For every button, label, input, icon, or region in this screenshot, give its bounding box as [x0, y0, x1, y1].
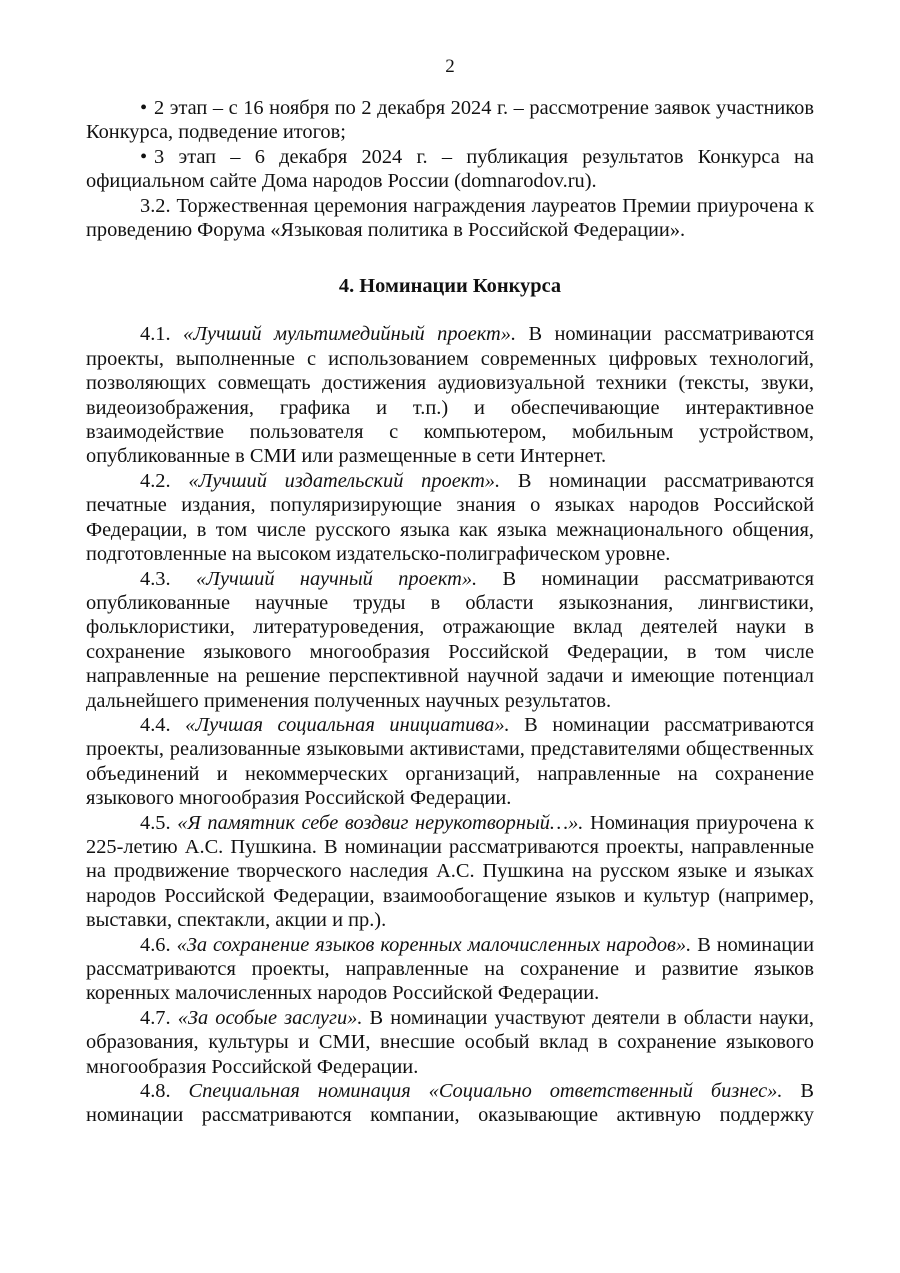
stage-text: 2 этап – с 16 ноября по 2 декабря 2024 г. – рассмотрение заявок участников Конкурса, подведение итогов; — [86, 97, 814, 144]
nomination-text: В номинации рассматриваются опубликованные научные труды в области языкознания, лингвистики, фольклористики, литературоведения, отражающие вклад деятелей науки в сохранение языкового многообразия Российской Федерации, в том числе направленные на решение перспективной научной задачи и имеющие потенциал дальнейшего применения полученных научных результатов. — [86, 567, 814, 712]
nomination-text: В номинации участвуют деятели в области науки, образования, культуры и СМИ, внесшие особый вклад в сохранение языкового многообразия Российской Федерации. — [86, 1006, 814, 1078]
nomination-title: «За особые заслуги». — [177, 1006, 363, 1029]
nomination-number: 4.5. — [140, 811, 171, 834]
nomination-item — [86, 811, 814, 933]
clause-text: Торжественная церемония награждения лауреатов Премии приурочена к проведению Форума «Языковая политика в Российской Федерации». — [86, 194, 814, 242]
nomination-text: В номинации рассматриваются проекты, направленные на сохранение и развитие языков коренных малочисленных народов Российской Федерации. — [86, 933, 814, 1005]
page-number: 2 — [445, 56, 455, 77]
nomination-item — [86, 933, 814, 1006]
nomination-number: 4.1. — [140, 323, 171, 346]
nomination-number: 4.6. — [140, 933, 171, 956]
nomination-item — [86, 469, 814, 567]
nomination-title: Специальная номинация «Социально ответственный бизнес». — [188, 1080, 783, 1103]
bullet-icon: • — [140, 97, 148, 119]
nomination-title: «Лучшая социальная инициатива». — [185, 713, 510, 736]
nomination-item — [86, 1079, 814, 1128]
nomination-text: В номинации рассматриваются проекты, реализованные языковыми активистами, представителями общественных объединений и некоммерческих организаций, направленные на сохранение языкового многообразия Российской Федерации. — [86, 713, 814, 810]
nomination-title: «Лучший издательский проект». — [188, 469, 501, 492]
nomination-number: 4.7. — [140, 1006, 171, 1029]
stage-item — [86, 96, 814, 145]
clause-number: 3.2. — [140, 194, 171, 217]
nomination-item — [86, 322, 814, 468]
nomination-item — [86, 1006, 814, 1079]
nomination-title: «Лучший научный проект». — [195, 567, 478, 590]
nomination-text: В номинации рассматриваются проекты, выполненные с использованием современных цифровых технологий, позволяющих совмещать достижения аудиовизуальной техники (тексты, звуки, видеоизображения, графика и т.п.) и обеспечивающие интерактивное взаимодействие пользователя с компьютером, мобильным устройством, опубликованные в СМИ или размещенные в сети Интернет. — [86, 323, 814, 468]
nomination-text: Номинация приурочена к 225-летию А.С. Пушкина. В номинации рассматриваются проекты, направленные на продвижение творческого наследия А.С. Пушкина на русском языке и языках народов Российской Федерации, взаимообогащение языков и культур (например, выставки, спектакли, акции и пр.). — [86, 811, 814, 932]
bullet-icon: • — [140, 145, 148, 168]
nomination-title: «Лучший мультимедийный проект». — [183, 323, 517, 346]
nomination-number: 4.4. — [140, 713, 171, 736]
stage-item — [86, 145, 814, 194]
nomination-text: В номинации рассматриваются компании, оказывающие активную поддержку — [86, 1080, 814, 1127]
nomination-number: 4.2. — [140, 469, 171, 492]
nomination-number: 4.3. — [140, 567, 171, 590]
section-heading: 4. Номинации Конкурса — [338, 275, 562, 298]
nomination-title: «За сохранение языков коренных малочисленных народов». — [176, 933, 692, 956]
nomination-item — [86, 567, 814, 713]
nomination-number: 4.8. — [140, 1080, 171, 1103]
nomination-item — [86, 713, 814, 811]
clause-3-2 — [86, 194, 814, 243]
document-body — [86, 96, 814, 1128]
nomination-text: В номинации рассматриваются печатные издания, популяризирующие знания о языках народов Российской Федерации, в том числе русского языка как языка межнационального общения, подготовленные на высоком издательско-полиграфическом уровне. — [86, 469, 814, 566]
nomination-title: «Я памятник себе воздвиг нерукотворный…». — [177, 811, 584, 834]
stage-text: 3 этап – 6 декабря 2024 г. – публикация результатов Конкурса на официальном сайте Дома народов России (domnarodov.ru). — [86, 145, 814, 193]
